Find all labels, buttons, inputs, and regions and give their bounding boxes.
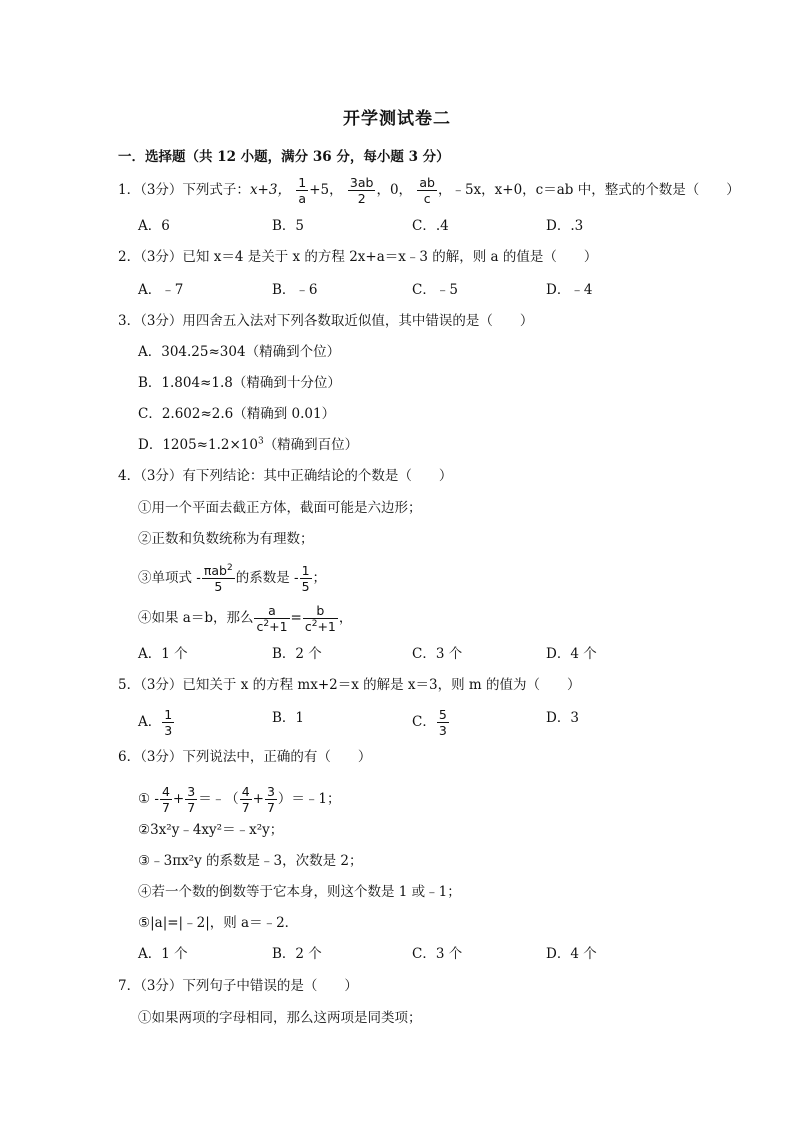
- q1-term-4: ，﹣5x，x+0，c＝ab 中，整式的个数是（ ）: [437, 182, 740, 198]
- q4-s3-suffix: ；: [312, 570, 327, 586]
- q6-s1-fraction-2: [185, 784, 197, 815]
- q1-option-c: C．.4: [412, 218, 449, 234]
- q3-d-exponent: 3: [257, 436, 264, 447]
- q4-s3-denominator: 5: [214, 579, 223, 594]
- q4-s4-fraction-a: [254, 603, 289, 634]
- q1-f1-denominator: a: [298, 191, 307, 206]
- q7-statement-1: ①如果两项的字母相同，那么这两项是同类项；: [138, 1010, 422, 1026]
- q4-s4-a-den-exp: 2: [263, 618, 270, 629]
- q6-option-c: C．3 个: [412, 946, 463, 962]
- q4-s4-a-num: a: [254, 603, 289, 619]
- q1-term-2: +5，: [309, 182, 343, 198]
- q4-s4-b-den-exp: 2: [311, 618, 318, 629]
- q4-statement-2: ②正数和负数统称为有理数；: [138, 531, 314, 547]
- q1-option-b: B．5: [272, 218, 305, 234]
- q1-fraction-2: [348, 175, 376, 206]
- q4-option-b: B．2 个: [272, 646, 322, 662]
- q4-s4-b-den-tail: +1: [317, 619, 336, 634]
- q4-s4-a-den-tail: +1: [269, 619, 288, 634]
- q6-s1-f2-num: 3: [187, 784, 196, 799]
- q6-s1-plus-2: +: [252, 791, 264, 807]
- q1-f2-denominator: 2: [357, 191, 366, 206]
- q4-s3-coef-den: 5: [301, 579, 310, 594]
- q4-s3-num-text: πab: [203, 563, 227, 578]
- question-2-stem: 2．（3分）已知 x＝4 是关于 x 的方程 2x+a＝x﹣3 的解，则 a 的值是（ ）: [118, 249, 598, 265]
- q2-option-a: A．﹣7: [138, 282, 184, 298]
- q4-statement-3: [138, 563, 326, 594]
- q4-option-a: A．1 个: [138, 646, 188, 662]
- q1-fraction-3: [417, 175, 437, 206]
- q6-option-a: A．1 个: [138, 946, 188, 962]
- q4-s3-fraction: [202, 563, 235, 594]
- q4-s4-b-num: b: [303, 603, 338, 619]
- q6-option-b: B．2 个: [272, 946, 322, 962]
- q2-option-c: C．﹣5: [412, 282, 458, 298]
- q6-s1-f1-den: 7: [161, 800, 170, 815]
- q1-f2-numerator: 3ab: [349, 175, 374, 190]
- q4-s4-prefix: ④如果 a＝b，那么: [138, 610, 254, 626]
- q4-s4-a-den: [254, 619, 289, 634]
- q6-statement-2: ②3x²y﹣4xy²＝﹣x²y；: [138, 822, 284, 838]
- q4-s3-numerator: [202, 563, 235, 579]
- q6-s1-f1-num: 4: [161, 784, 170, 799]
- question-4-stem: 4．（3分）有下列结论：其中正确结论的个数是（ ）: [118, 468, 453, 484]
- q4-s3-coef-fraction: [300, 563, 312, 594]
- q4-s4-fraction-b: [303, 603, 338, 634]
- q6-s1-f3-num: 4: [241, 784, 250, 799]
- q5-a-fraction: [162, 707, 174, 738]
- q1-f3-numerator: ab: [419, 175, 435, 190]
- q6-s1-fraction-4: [265, 784, 277, 815]
- q6-s1-suffix: ）＝﹣1；: [277, 791, 341, 807]
- q5-option-b: B．1: [272, 710, 305, 726]
- page-title: 开学测试卷二: [343, 109, 451, 129]
- q2-option-b: B．﹣6: [272, 282, 318, 298]
- section-heading: 一．选择题（共 12 小题，满分 36 分，每小题 3 分）: [118, 149, 450, 165]
- q4-option-d: D．4 个: [546, 646, 597, 662]
- q4-statement-1: ①用一个平面去截正方体，截面可能是六边形；: [138, 500, 422, 516]
- q6-s1-prefix: ① -: [138, 791, 159, 807]
- q4-s4-suffix: ，: [338, 610, 353, 626]
- q4-option-c: C．3 个: [412, 646, 463, 662]
- q5-a-den: 3: [164, 723, 173, 738]
- q6-s1-f4-num: 3: [266, 784, 275, 799]
- q6-s1-f2-den: 7: [187, 800, 196, 815]
- q6-option-d: D．4 个: [546, 946, 597, 962]
- q6-statement-5: ⑤|a|=|﹣2|，则 a＝﹣2．: [138, 915, 299, 931]
- q4-s3-middle: 的系数是 -: [235, 570, 299, 586]
- q5-option-c: [412, 707, 450, 738]
- q5-option-a: [138, 707, 175, 738]
- q3-option-d: [138, 434, 358, 456]
- q4-s3-coef-num: 1: [301, 563, 310, 578]
- q6-s1-f4-den: 7: [266, 800, 275, 815]
- q1-option-d: D．.3: [546, 218, 584, 234]
- q4-s3-num-exp: 2: [226, 562, 233, 573]
- q3-option-c: C．2.602≈2.6（精确到 0.01）: [138, 406, 336, 422]
- q5-c-den: 3: [438, 723, 447, 738]
- q5-a-num: 1: [164, 707, 173, 722]
- question-1-stem: [118, 175, 740, 206]
- q1-term-3: ，0，: [376, 182, 413, 198]
- question-7-stem: 7．（3分）下列句子中错误的是（ ）: [118, 978, 358, 994]
- question-3-stem: 3．（3分）用四舍五入法对下列各数取近似值，其中错误的是（ ）: [118, 313, 534, 329]
- q5-c-num: 5: [438, 707, 447, 722]
- q2-option-d: D．﹣4: [546, 282, 593, 298]
- q6-statement-1: [138, 784, 341, 815]
- q3-option-b: B．1.804≈1.8（精确到十分位）: [138, 375, 341, 391]
- q6-statement-3: ③﹣3πx²y 的系数是﹣3，次数是 2；: [138, 853, 363, 869]
- q6-s1-plus: +: [172, 791, 185, 807]
- q4-statement-4: [138, 603, 352, 634]
- q1-fraction-1: [296, 175, 308, 206]
- q5-a-label: A．: [138, 714, 162, 730]
- q1-f1-numerator: 1: [298, 175, 307, 190]
- q3-d-text: D．1205≈1.2×10: [138, 437, 258, 453]
- q4-s4-b-den-base: c: [304, 619, 312, 634]
- q4-s4-a-den-base: c: [256, 619, 264, 634]
- q4-s4-b-den: [303, 619, 338, 634]
- q5-option-d: D．3: [546, 710, 579, 726]
- q4-s4-equals: =: [290, 610, 302, 626]
- q1-term-1: x+3，: [249, 182, 291, 198]
- q6-s1-middle: ＝﹣（: [198, 791, 239, 807]
- q1-f3-denominator: c: [423, 191, 431, 206]
- q6-s1-f3-den: 7: [241, 800, 250, 815]
- q4-s3-prefix: ③单项式 -: [138, 570, 201, 586]
- question-5-stem: 5．（3分）已知关于 x 的方程 mx+2＝x 的解是 x＝3，则 m 的值为（ ）: [118, 677, 581, 693]
- q5-c-label: C．: [412, 714, 436, 730]
- q3-d-note: （精确到百位）: [263, 437, 359, 453]
- q6-statement-4: ④若一个数的倒数等于它本身，则这个数是 1 或﹣1；: [138, 884, 461, 900]
- q3-option-a: A．304.25≈304（精确到个位）: [138, 344, 341, 360]
- q6-s1-fraction-1: [160, 784, 172, 815]
- q5-c-fraction: [437, 707, 449, 738]
- q6-s1-fraction-3: [240, 784, 252, 815]
- q1-prefix: 1．（3分）下列式子：: [118, 182, 250, 198]
- question-6-stem: 6．（3分）下列说法中，正确的有（ ）: [118, 749, 372, 765]
- q1-option-a: A．6: [138, 218, 170, 234]
